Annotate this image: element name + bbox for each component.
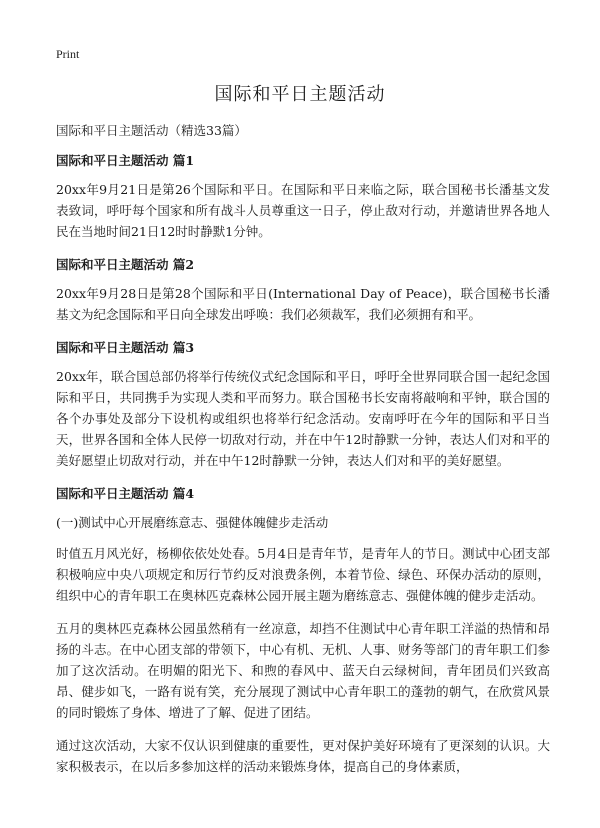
- section-heading: 国际和平日主题活动 篇4: [56, 486, 195, 501]
- print-link[interactable]: Print: [56, 47, 80, 61]
- document-body: [56, 120, 550, 789]
- section-4: [56, 483, 550, 777]
- section-1: [56, 150, 550, 242]
- section-3: [56, 337, 550, 471]
- paragraph: 时值五月风光好，杨柳依依处处春。5月4日是青年节，是青年人的节日。测试中心团支部积极响应中央八项规定和厉行节约反对浪费条例，本着节俭、绿色、环保办活动的原则，组织中心的青年职工在奥林匹克森林公园开展主题为磨练意志、强健体魄的健步走活动。: [56, 546, 550, 603]
- section-heading: 国际和平日主题活动 篇2: [56, 257, 195, 272]
- paragraph: 通过这次活动，大家不仅认识到健康的重要性，更对保护美好环境有了更深刻的认识。大家积极表示，在以后多参加这样的活动来锻炼身体，提高自己的身体素质，: [56, 738, 550, 774]
- paragraph: 20xx年9月21日是第26个国际和平日。在国际和平日来临之际，联合国秘书长潘基文发表致词，呼吁每个国家和所有战斗人员尊重这一日子，停止敌对行动，并邀请世界各地人民在当地时间21日12时时静默1分钟。: [56, 182, 550, 239]
- paragraph: (一)测试中心开展磨练意志、强健体魄健步走活动: [56, 515, 329, 530]
- section-2: [56, 254, 550, 325]
- document-title: 国际和平日主题活动: [214, 84, 386, 105]
- paragraph: 五月的奥林匹克森林公园虽然稍有一丝凉意，却挡不住测试中心青年职工洋溢的热情和昂扬的斗志。在中心团支部的带领下，中心有机、无机、人事、财务等部门的青年职工们参加了这次活动。在明媚的阳光下、和煦的春风中、蓝天白云绿树间，青年团员们兴致高昂、健步如飞，一路有说有笑，充分展现了测试中心青年职工的蓬勃的朝气，在欣赏风景的同时锻炼了身体、增进了了解、促进了团结。: [56, 621, 550, 720]
- section-heading: 国际和平日主题活动 篇3: [56, 340, 195, 355]
- paragraph: 20xx年，联合国总部仍将举行传统仪式纪念国际和平日，呼吁全世界同联合国一起纪念国际和平日，共同携手为实现人类和平而努力。联合国秘书长安南将敲响和平钟，联合国的各个办事处及部分下设机构或组织也将举行纪念活动。安南呼吁在今年的国际和平日当天，世界各国和全体人民停一切敌对行动，并在中午12时静默一分钟，表达人们对和平的美好愿望止切敌对行动，并在中午12时静默一分钟，表达人们对和平的美好愿望。: [56, 369, 550, 468]
- section-heading: 国际和平日主题活动 篇1: [56, 153, 195, 168]
- paragraph: 20xx年9月28日是第28个国际和平日(International Day of Peace)，联合国秘书长潘基文为纪念国际和平日向全球发出呼唤：我们必须裁军，我们必须拥有和平。: [56, 286, 550, 322]
- document-subtitle: 国际和平日主题活动（精选33篇）: [56, 123, 247, 138]
